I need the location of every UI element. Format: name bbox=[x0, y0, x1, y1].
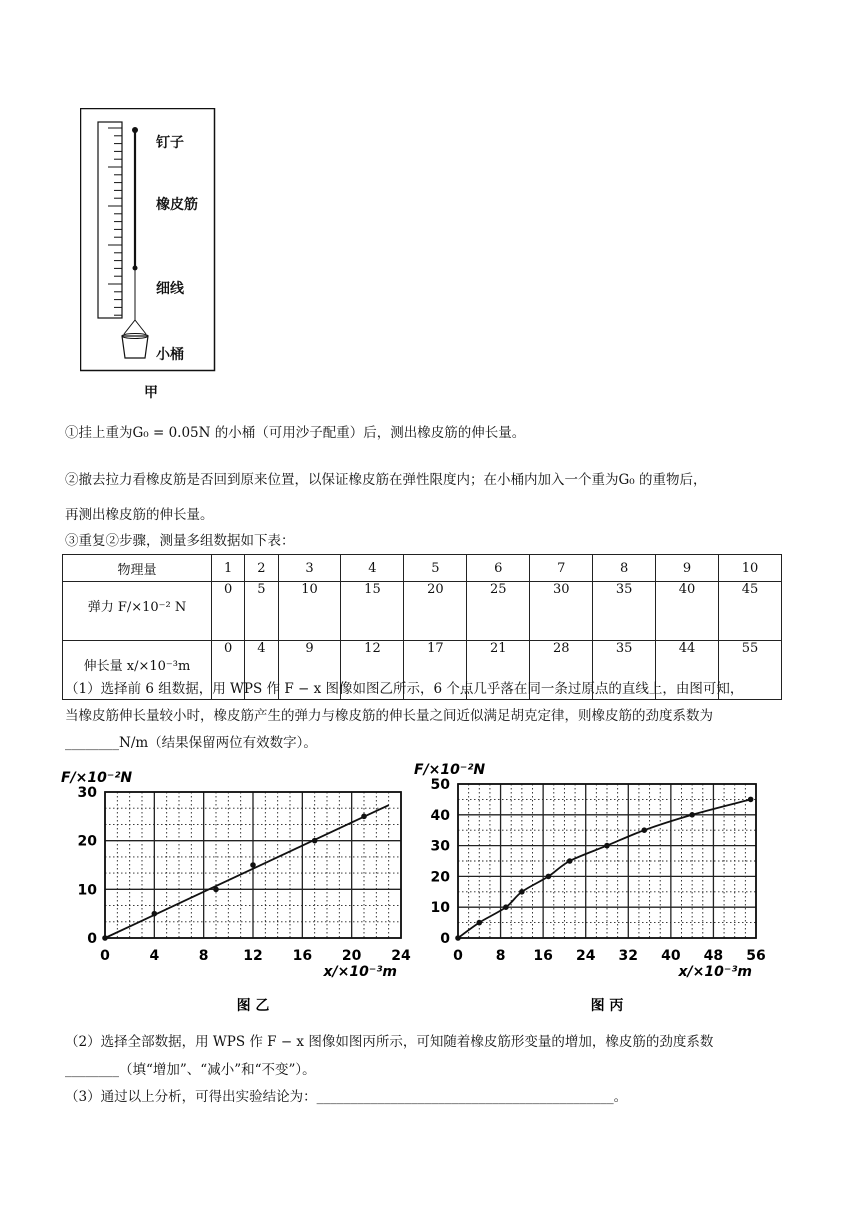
q2-line1: （2）选择全部数据，用 WPS 作 F − x 图像如图丙所示，可知随着橡皮筋形变量的增加，橡皮筋的劲度系数 bbox=[65, 1034, 714, 1050]
y-tick-label: 0 bbox=[440, 931, 450, 947]
table-header-label: 物理量 bbox=[63, 555, 212, 582]
table-cell: 1 bbox=[212, 555, 245, 582]
y-tick-label: 30 bbox=[430, 838, 450, 855]
fit-curve bbox=[458, 799, 751, 938]
apparatus-figure bbox=[80, 108, 220, 376]
data-point bbox=[604, 843, 610, 849]
x-axis-label: x/×10⁻³m bbox=[678, 964, 752, 980]
table-row-label-force: 弹力 F/×10⁻² N bbox=[63, 582, 212, 641]
chart-caption: 图 丙 bbox=[590, 998, 624, 1014]
y-tick-label: 40 bbox=[430, 807, 450, 824]
table-row-header bbox=[63, 555, 782, 582]
x-tick-label: 24 bbox=[391, 948, 411, 964]
table-row-label-extension: 伸长量 x/×10⁻³m bbox=[63, 641, 212, 700]
x-tick-label: 0 bbox=[453, 948, 463, 964]
table-cell: 4 bbox=[341, 555, 404, 582]
step-2-line2: 再测出橡皮筋的伸长量。 bbox=[65, 507, 214, 523]
table-cell: 20 bbox=[404, 582, 467, 641]
data-point bbox=[455, 935, 461, 941]
x-tick-label: 56 bbox=[746, 948, 766, 964]
table-cell: 0 bbox=[212, 641, 245, 700]
y-axis-label: F/×10⁻²N bbox=[61, 770, 133, 786]
y-tick-label: 20 bbox=[430, 869, 450, 886]
label-bucket: 小桶 bbox=[156, 347, 184, 363]
y-tick-label: 30 bbox=[77, 785, 97, 801]
x-axis-label: x/×10⁻³m bbox=[323, 964, 397, 980]
q1-line2: 当橡皮筋伸长量较小时，橡皮筋产生的弹力与橡皮筋的伸长量之间近似满足胡克定律，则橡皮筋的劲度系数为 bbox=[65, 708, 713, 724]
label-thread: 细线 bbox=[156, 281, 184, 297]
data-point bbox=[250, 862, 256, 868]
apparatus-drawing bbox=[80, 108, 220, 408]
data-point bbox=[213, 887, 219, 893]
chart-yi bbox=[60, 760, 420, 1020]
data-point bbox=[503, 904, 509, 910]
x-tick-label: 12 bbox=[243, 948, 263, 964]
table-cell: 21 bbox=[467, 641, 530, 700]
table-cell: 30 bbox=[530, 582, 593, 641]
table-cell: 9 bbox=[656, 555, 719, 582]
data-point bbox=[546, 874, 552, 880]
table-cell: 5 bbox=[404, 555, 467, 582]
table-cell: 5 bbox=[245, 582, 278, 641]
table-cell: 12 bbox=[341, 641, 404, 700]
table-cell: 0 bbox=[212, 582, 245, 641]
table-cell: 55 bbox=[719, 641, 782, 700]
table-cell: 9 bbox=[278, 641, 341, 700]
data-point bbox=[361, 814, 367, 820]
data-point bbox=[312, 838, 318, 844]
fit-line bbox=[105, 805, 389, 938]
label-rubber-band: 橡皮筋 bbox=[156, 197, 198, 213]
table-cell: 40 bbox=[656, 582, 719, 641]
table-cell: 45 bbox=[719, 582, 782, 641]
data-point bbox=[102, 935, 108, 941]
table-cell: 28 bbox=[530, 641, 593, 700]
chart-bing bbox=[412, 760, 792, 1020]
y-tick-label: 50 bbox=[430, 777, 450, 793]
table-cell: 6 bbox=[467, 555, 530, 582]
label-nail: 钉子 bbox=[156, 135, 184, 151]
x-tick-label: 48 bbox=[703, 948, 724, 964]
step-1: ①挂上重为G₀ = 0.05N 的小桶（可用沙子配重）后，测出橡皮筋的伸长量。 bbox=[65, 425, 526, 441]
y-axis-label: F/×10⁻²N bbox=[414, 762, 486, 778]
data-point bbox=[689, 812, 695, 818]
table-cell: 15 bbox=[341, 582, 404, 641]
x-tick-label: 16 bbox=[533, 948, 553, 964]
data-point bbox=[641, 827, 647, 833]
table-cell: 10 bbox=[278, 582, 341, 641]
data-point bbox=[152, 911, 158, 917]
chart-caption: 图 乙 bbox=[236, 998, 270, 1014]
data-point bbox=[567, 858, 573, 864]
y-tick-label: 10 bbox=[430, 900, 450, 917]
x-tick-label: 0 bbox=[100, 948, 110, 964]
table-cell: 3 bbox=[278, 555, 341, 582]
table-cell: 8 bbox=[593, 555, 656, 582]
table-cell: 35 bbox=[593, 582, 656, 641]
table-cell: 4 bbox=[245, 641, 278, 700]
table-cell: 44 bbox=[656, 641, 719, 700]
y-tick-label: 10 bbox=[77, 882, 97, 899]
x-tick-label: 4 bbox=[149, 948, 160, 964]
q1-line3: ________N/m（结果保留两位有效数字）。 bbox=[65, 735, 317, 751]
table-cell: 7 bbox=[530, 555, 593, 582]
data-point bbox=[748, 797, 754, 803]
x-tick-label: 8 bbox=[495, 948, 506, 964]
table-cell: 35 bbox=[593, 641, 656, 700]
q2-line2: ________（填“增加”、“减小”和“不变”）。 bbox=[65, 1062, 316, 1078]
x-tick-label: 32 bbox=[618, 948, 639, 964]
data-point bbox=[519, 889, 525, 895]
x-tick-label: 8 bbox=[198, 948, 209, 964]
x-tick-label: 20 bbox=[341, 948, 362, 964]
data-point bbox=[476, 920, 482, 926]
x-tick-label: 24 bbox=[575, 948, 596, 964]
table-cell: 2 bbox=[245, 555, 278, 582]
table-cell: 10 bbox=[719, 555, 782, 582]
table-cell: 25 bbox=[467, 582, 530, 641]
q1-line1: （1）选择前 6 组数据，用 WPS 作 F − x 图像如图乙所示，6 个点几乎落在同一条过原点的直线上，由图可知， bbox=[65, 681, 744, 697]
y-tick-label: 0 bbox=[87, 931, 97, 947]
table-row-force bbox=[63, 582, 782, 641]
table-cell: 17 bbox=[404, 641, 467, 700]
y-tick-label: 20 bbox=[77, 833, 97, 850]
x-tick-label: 16 bbox=[292, 948, 313, 964]
step-3: ③重复②步骤，测量多组数据如下表： bbox=[65, 533, 295, 549]
q3-line1: （3）通过以上分析，可得出实验结论为：____________________________________________。 bbox=[65, 1089, 628, 1105]
figure-caption-jia: 甲 bbox=[144, 385, 158, 401]
x-tick-label: 40 bbox=[661, 948, 681, 964]
step-2-line1: ②撤去拉力看橡皮筋是否回到原来位置，以保证橡皮筋在弹性限度内；在小桶内加入一个重为G₀ 的重物后， bbox=[65, 472, 707, 488]
